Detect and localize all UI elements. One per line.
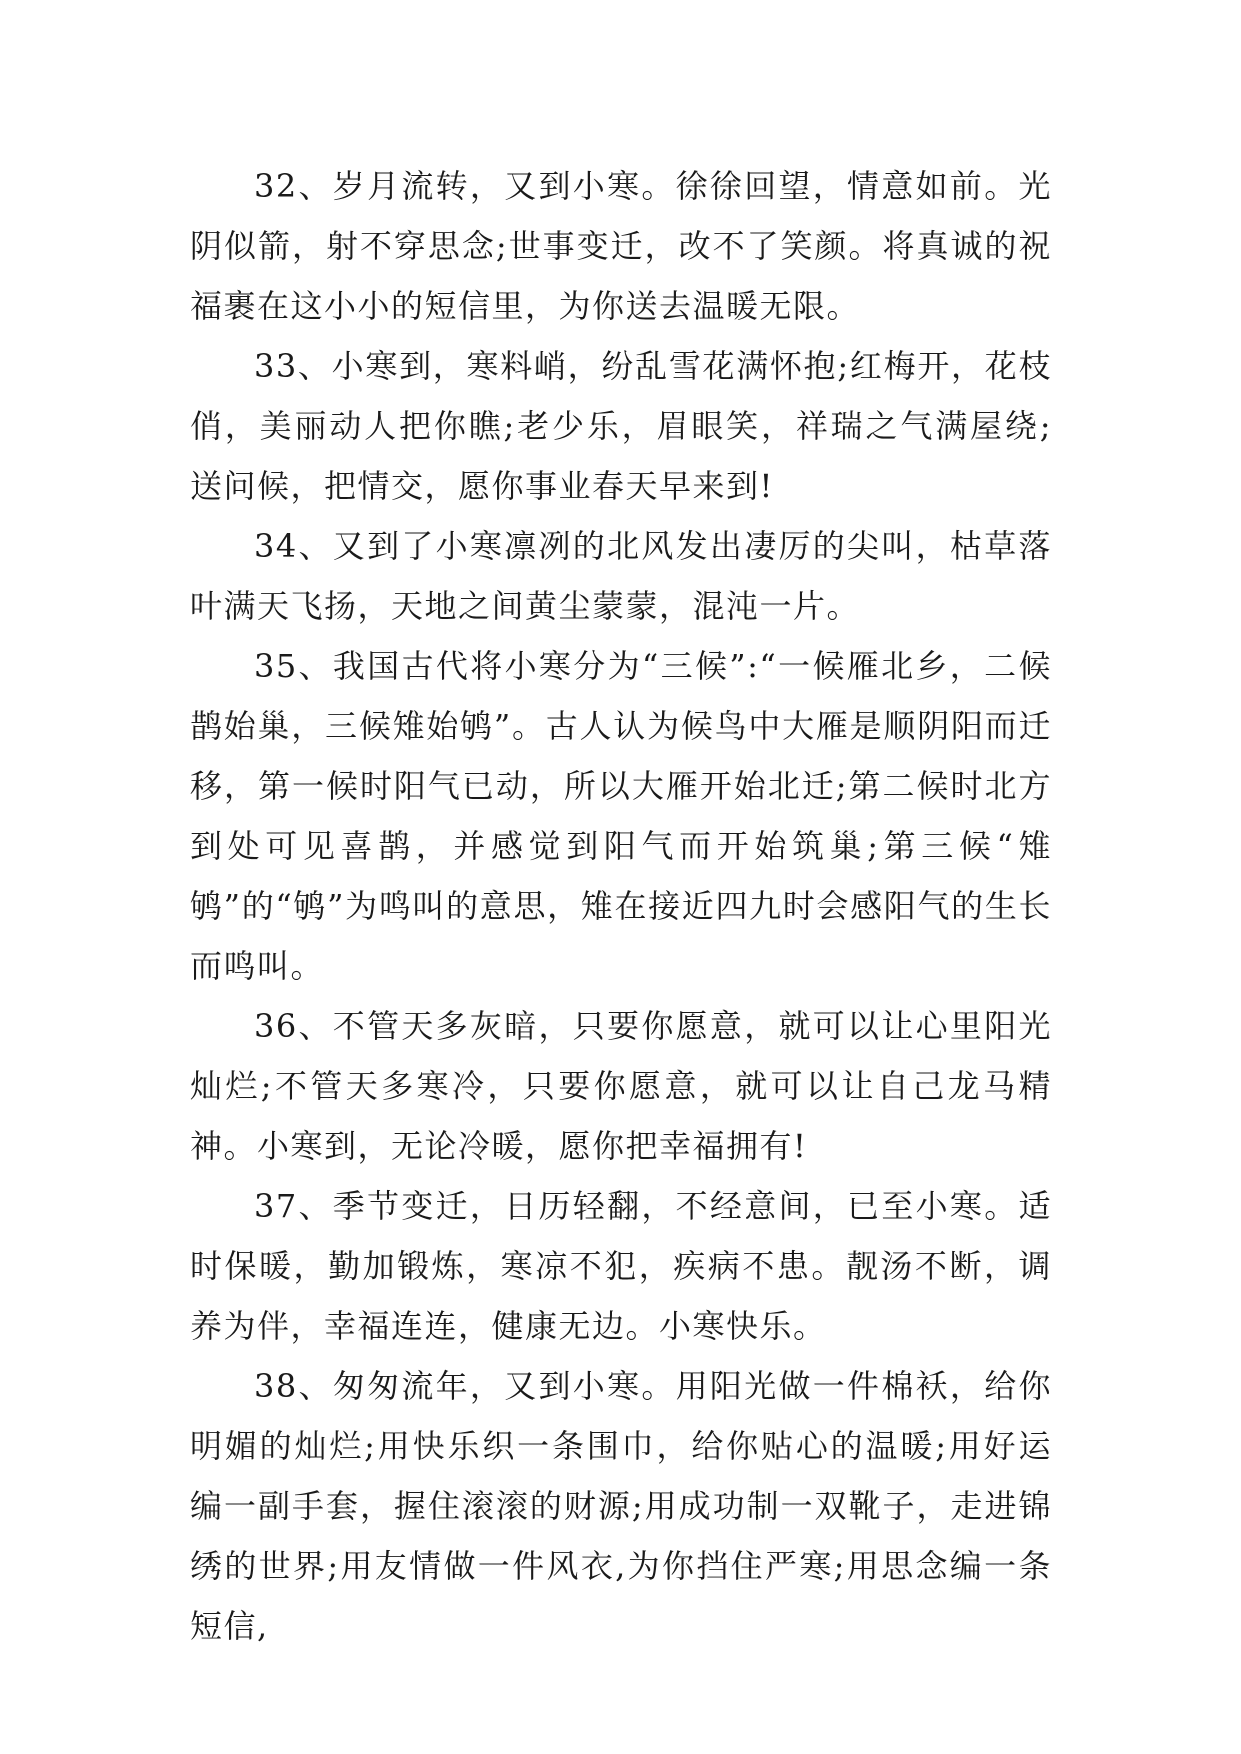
paragraph-33: 33、小寒到，寒料峭，纷乱雪花满怀抱;红梅开，花枝俏，美丽动人把你瞧;老少乐，眉眼笑，祥瑞之气满屋绕;送问候，把情交，愿你事业春天早来到! <box>190 347 1052 505</box>
paragraph-37: 37、季节变迁，日历轻翻，不经意间，已至小寒。适时保暖，勤加锻炼，寒凉不犯，疾病不患。靓汤不断，调养为伴，幸福连连，健康无边。小寒快乐。 <box>190 1187 1052 1345</box>
paragraph-36: 36、不管天多灰暗，只要你愿意，就可以让心里阳光灿烂;不管天多寒冷，只要你愿意，就可以让自己龙马精神。小寒到，无论冷暖，愿你把幸福拥有! <box>190 1007 1052 1165</box>
paragraph-34: 34、又到了小寒凛冽的北风发出凄厉的尖叫，枯草落叶满天飞扬，天地之间黄尘蒙蒙，混沌一片。 <box>190 527 1052 625</box>
document-body <box>190 156 1052 1656</box>
paragraph-32: 32、岁月流转，又到小寒。徐徐回望，情意如前。光阴似箭，射不穿思念;世事变迁，改不了笑颜。将真诚的祝福裹在这小小的短信里，为你送去温暖无限。 <box>190 167 1052 325</box>
paragraph-38: 38、匆匆流年，又到小寒。用阳光做一件棉袄，给你明媚的灿烂;用快乐织一条围巾，给你贴心的温暖;用好运编一副手套，握住滚滚的财源;用成功制一双靴子，走进锦绣的世界;用友情做一件风衣,为你挡住严寒;用思念编一条短信, <box>190 1367 1052 1645</box>
paragraph-35: 35、我国古代将小寒分为“三候”:“一候雁北乡，二候鹊始巢，三候雉始鸲”。古人认为候鸟中大雁是顺阴阳而迁移，第一候时阳气已动，所以大雁开始北迁;第二候时北方到处可见喜鹊，并感觉到阳气而开始筑巢;第三候“雉鸲”的“鸲”为鸣叫的意思，雉在接近四九时会感阳气的生长而鸣叫。 <box>190 647 1052 985</box>
